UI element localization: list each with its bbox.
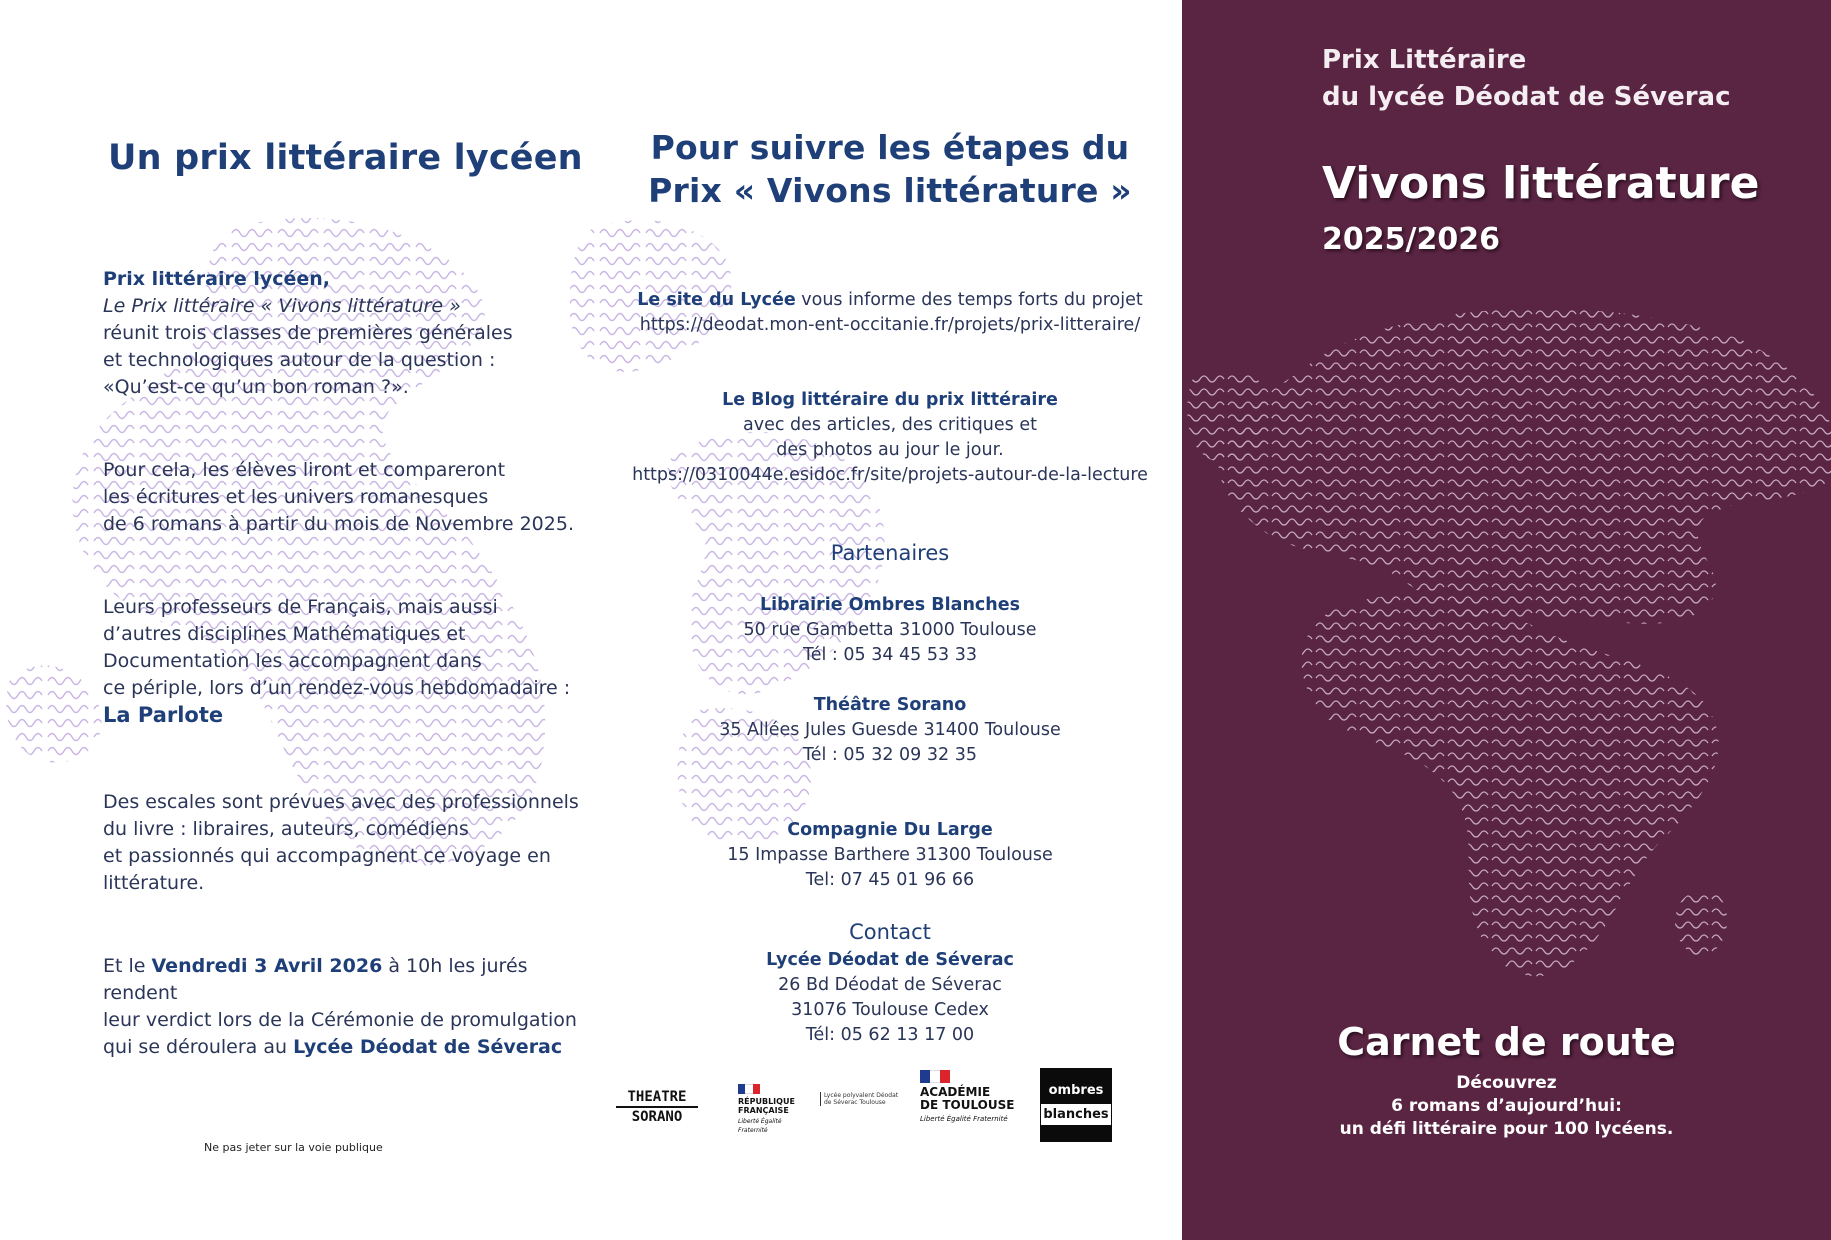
sorano-logo-line: THEATRE bbox=[616, 1088, 698, 1108]
site-text: vous informe des temps forts du projet bbox=[801, 290, 1143, 310]
footer-note: Ne pas jeter sur la voie publique bbox=[204, 1141, 383, 1154]
rf-motto: Liberté Égalité Fraternité bbox=[738, 1118, 782, 1134]
cover-prize-line: Prix Littéraire bbox=[1322, 45, 1527, 75]
intro-line: et technologiques autour de la question : bbox=[103, 349, 496, 371]
partner-phone: Tel: 07 45 01 96 66 bbox=[805, 870, 975, 890]
middle-heading-line: Pour suivre les étapes du bbox=[650, 128, 1130, 167]
escales-line: littérature. bbox=[103, 872, 205, 894]
cover-subtitle bbox=[1182, 1072, 1831, 1141]
escales-paragraph bbox=[103, 789, 598, 897]
intro-paragraph bbox=[103, 266, 598, 401]
contact-name: Lycée Déodat de Séverac bbox=[766, 950, 1014, 970]
aca-logo-line: ACADÉMIE bbox=[920, 1085, 991, 1099]
intro-italic: Le Prix littéraire « Vivons littérature » bbox=[103, 295, 461, 317]
escales-line: et passionnés qui accompagnent ce voyage en bbox=[103, 845, 551, 867]
intro-line: «Qu’est-ce qu’un bon roman ?». bbox=[103, 376, 409, 398]
middle-panel bbox=[600, 0, 1180, 1240]
cover-panel bbox=[1182, 0, 1831, 1240]
blog-label: Le Blog littéraire du prix littéraire bbox=[722, 390, 1058, 410]
aca-logo-line: DE TOULOUSE bbox=[920, 1098, 1015, 1112]
partner-address: 50 rue Gambetta 31000 Toulouse bbox=[743, 620, 1037, 640]
rf-logo-line: RÉPUBLIQUE bbox=[738, 1097, 795, 1106]
cover-prize-label bbox=[1322, 42, 1731, 116]
reading-line: Pour cela, les élèves liront et compareront bbox=[103, 459, 506, 481]
partners-title: Partenaires bbox=[830, 541, 950, 565]
la-parlote: La Parlote bbox=[103, 703, 224, 727]
partner-card bbox=[600, 593, 1180, 668]
contact-title: Contact bbox=[849, 920, 931, 944]
ombres-blanches-logo bbox=[1040, 1068, 1112, 1142]
contact-card bbox=[600, 948, 1180, 1048]
reading-line: de 6 romans à partir du mois de Novembre 2025. bbox=[103, 513, 574, 535]
reading-paragraph bbox=[103, 457, 598, 538]
cover-year: 2025/2026 bbox=[1322, 222, 1500, 257]
intro-bold: Prix littéraire lycéen, bbox=[103, 268, 331, 290]
middle-heading bbox=[600, 126, 1180, 212]
partner-phone: Tél : 05 32 09 32 35 bbox=[803, 745, 977, 765]
site-label: Le site du Lycée bbox=[637, 290, 796, 310]
teachers-paragraph bbox=[103, 594, 598, 729]
globe-icon bbox=[1182, 280, 1831, 1000]
blog-url-link[interactable]: https://0310044e.esidoc.fr/site/projets-autour-de-la-lecture bbox=[632, 465, 1148, 485]
cover-title: Vivons littérature bbox=[1322, 158, 1760, 209]
republique-francaise-logo bbox=[738, 1084, 808, 1135]
contact-phone: Tél: 05 62 13 17 00 bbox=[805, 1025, 975, 1045]
site-info bbox=[600, 288, 1180, 338]
reading-line: les écritures et les univers romanesques bbox=[103, 486, 489, 508]
ob-logo-line: ombres bbox=[1048, 1083, 1104, 1098]
cover-carnet-title: Carnet de route bbox=[1337, 1020, 1676, 1064]
aca-motto: Liberté Égalité Fraternité bbox=[920, 1115, 1008, 1123]
french-flag-icon bbox=[920, 1070, 950, 1083]
escales-line: Des escales sont prévues avec des professionnels bbox=[103, 791, 579, 813]
ceremony-date: Vendredi 3 Avril 2026 bbox=[151, 955, 383, 977]
partner-address: 15 Impasse Barthere 31300 Toulouse bbox=[727, 845, 1053, 865]
partner-logos bbox=[610, 1066, 1180, 1146]
contact-line: 31076 Toulouse Cedex bbox=[791, 1000, 989, 1020]
partner-name: Compagnie Du Large bbox=[787, 820, 993, 840]
teachers-line: Leurs professeurs de Français, mais aussi bbox=[103, 596, 498, 618]
escales-line: du livre : libraires, auteurs, comédiens bbox=[103, 818, 469, 840]
middle-heading-line: Prix « Vivons littérature » bbox=[648, 171, 1132, 210]
ceremony-venue-pre: qui se déroulera au bbox=[103, 1036, 288, 1058]
partner-name: Théâtre Sorano bbox=[813, 695, 967, 715]
contact-line: 26 Bd Déodat de Séverac bbox=[778, 975, 1002, 995]
ob-logo-line: blanches bbox=[1041, 1104, 1111, 1125]
cover-sub-line: un défi littéraire pour 100 lycéens. bbox=[1339, 1119, 1674, 1139]
partner-phone: Tél : 05 34 45 53 33 bbox=[803, 645, 977, 665]
blog-info bbox=[600, 388, 1180, 488]
teachers-line: ce périple, lors d’un rendez-vous hebdomadaire : bbox=[103, 677, 571, 699]
cover-sub-line: 6 romans d’aujourd’hui: bbox=[1391, 1096, 1622, 1116]
left-heading: Un prix littéraire lycéen bbox=[108, 138, 583, 178]
academie-toulouse-logo bbox=[920, 1070, 1020, 1123]
ceremony-venue: Lycée Déodat de Séverac bbox=[293, 1036, 563, 1058]
teachers-line: d’autres disciplines Mathématiques et bbox=[103, 623, 466, 645]
blog-line: avec des articles, des critiques et bbox=[743, 415, 1037, 435]
ceremony-line: leur verdict lors de la Cérémonie de promulgation bbox=[103, 1009, 577, 1031]
intro-line: réunit trois classes de premières générales bbox=[103, 322, 513, 344]
partner-card bbox=[600, 693, 1180, 768]
ceremony-post: à 10h les jurés rendent bbox=[103, 955, 528, 1004]
partner-address: 35 Allées Jules Guesde 31400 Toulouse bbox=[719, 720, 1061, 740]
teachers-line: Documentation les accompagnent dans bbox=[103, 650, 482, 672]
cover-prize-line: du lycée Déodat de Séverac bbox=[1322, 82, 1731, 112]
partner-card bbox=[600, 818, 1180, 893]
sorano-logo-line: SORANO bbox=[631, 1109, 683, 1125]
ceremony-line bbox=[103, 1034, 598, 1061]
lycee-logo: Lycée polyvalent Déodat de Séverac Toulouse bbox=[820, 1092, 904, 1106]
french-flag-icon bbox=[738, 1084, 760, 1094]
ceremony-line bbox=[103, 953, 598, 1007]
partner-name: Librairie Ombres Blanches bbox=[759, 595, 1021, 615]
blog-line: des photos au jour le jour. bbox=[776, 440, 1004, 460]
theatre-sorano-logo bbox=[616, 1088, 698, 1126]
site-url-link[interactable]: https://deodat.mon-ent-occitanie.fr/projets/prix-litteraire/ bbox=[639, 315, 1141, 335]
rf-logo-line: FRANÇAISE bbox=[738, 1106, 789, 1115]
ceremony-pre: Et le bbox=[103, 955, 146, 977]
ceremony-paragraph bbox=[103, 953, 598, 1061]
cover-sub-line: Découvrez bbox=[1456, 1073, 1557, 1093]
